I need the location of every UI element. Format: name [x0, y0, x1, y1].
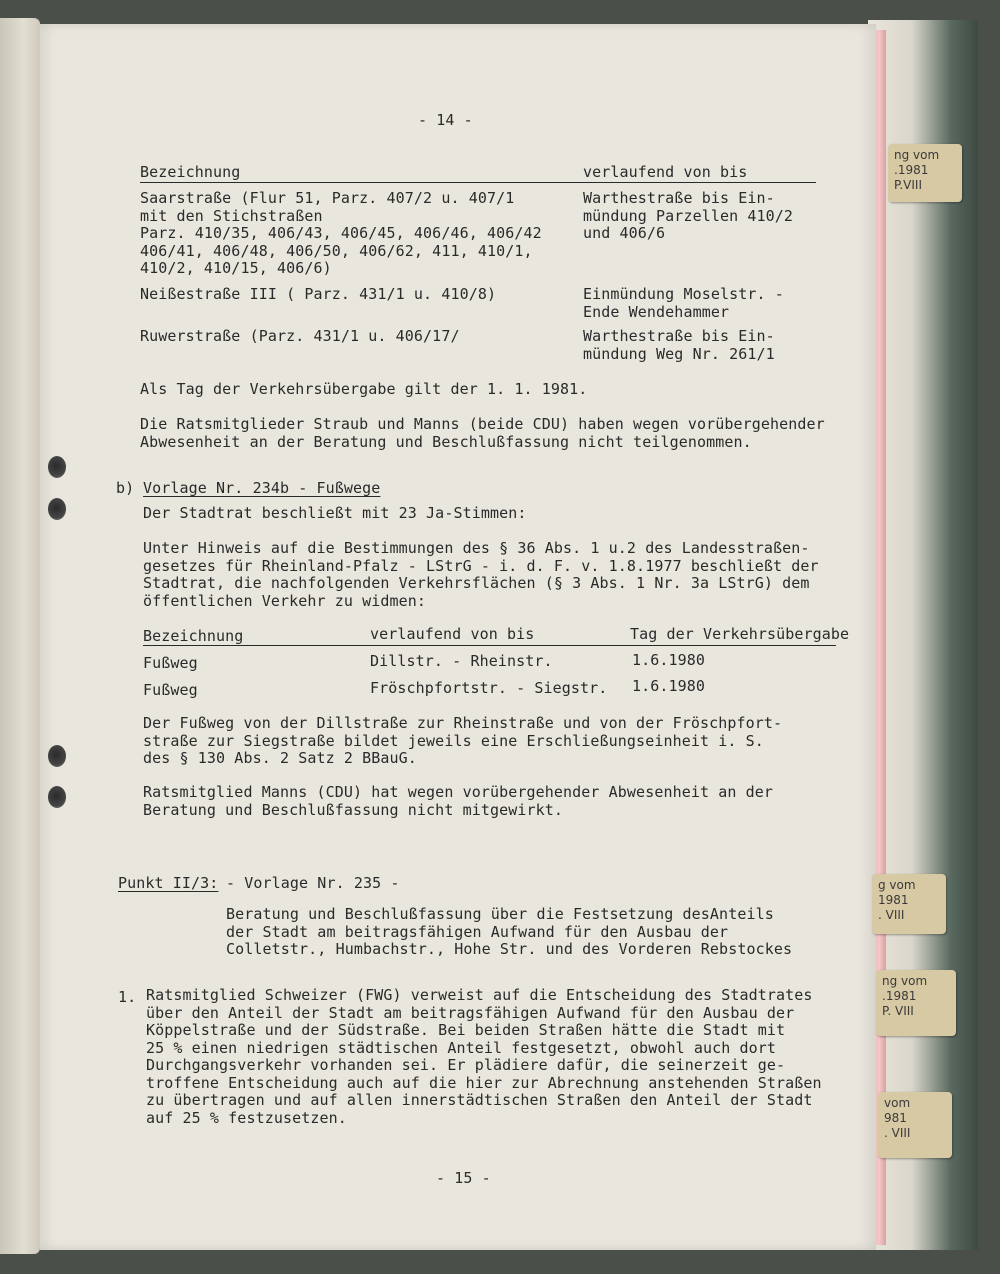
table2-header-rule — [143, 645, 836, 646]
table2-col2-header: verlaufend von bis — [370, 625, 535, 643]
section-b-resolution: Der Stadtrat beschließt mit 23 Ja-Stimmen: — [143, 504, 527, 522]
index-tab-label: g vom 1981 . VIII — [878, 878, 916, 922]
page-number-footer: - 15 - — [436, 1169, 491, 1187]
unit-paragraph: Der Fußweg von der Dillstraße zur Rheinstraße und von der Fröschpfort- straße zur Siegstraße bildet jeweils eine Erschließungseinheit i. S. des § 130 Abs. 2 Satz 2 BBauG. — [143, 714, 783, 767]
index-tab-label: ng vom .1981 P. VIII — [882, 974, 928, 1018]
absence-paragraph-2: Ratsmitglied Manns (CDU) hat wegen vorübergehender Abwesenheit an der Beratung und Beschlußfassung nicht mitgewirkt. — [143, 783, 774, 819]
punkt-vorlage: - Vorlage Nr. 235 - — [226, 874, 400, 892]
index-tab-label: vom 981 . VIII — [884, 1096, 911, 1140]
absence-paragraph-1: Die Ratsmitglieder Straub und Manns (beide CDU) haben wegen vorübergehender Abwesenheit an der Beratung und Beschlußfassung nicht teilgenommen. — [140, 415, 825, 451]
punch-hole — [48, 456, 66, 478]
handover-line: Als Tag der Verkehrsübergabe gilt der 1. 1. 1981. — [140, 380, 588, 398]
table2-row2-name: Fußweg — [143, 681, 198, 699]
punkt-subject: Beratung und Beschlußfassung über die Festsetzung desAnteils der Stadt am beitragsfähigen Aufwand für den Ausbau der Colletstr., Humbachstr., Hohe Str. und des Vorderen Rebstockes — [226, 905, 793, 958]
table1-row1-range: Warthestraße bis Ein- mündung Parzellen 410/2 und 406/6 — [583, 189, 794, 242]
table2-row1-date: 1.6.1980 — [632, 651, 706, 669]
index-tab[interactable] — [878, 1092, 952, 1158]
table1-col1-header: Bezeichnung — [140, 163, 241, 181]
table2-row1-range: Dillstr. - Rheinstr. — [370, 652, 553, 670]
index-tab[interactable] — [888, 144, 962, 202]
page-number-header: - 14 - — [418, 111, 473, 129]
table2-row2-date: 1.6.1980 — [632, 677, 706, 695]
index-tab-label: ng vom .1981 P.VIII — [894, 148, 940, 192]
punch-hole — [48, 786, 66, 808]
table1-row2-range: Einmündung Moselstr. - Ende Wendehammer — [583, 285, 784, 321]
index-tab[interactable] — [876, 970, 956, 1036]
section-b-title: Vorlage Nr. 234b - Fußwege — [143, 479, 381, 497]
section-b-marker: b) — [116, 479, 135, 497]
table1-row3-name: Ruwerstraße (Parz. 431/1 u. 406/17/ — [140, 327, 460, 345]
binder-left-edge — [0, 18, 40, 1254]
item-1-text: Ratsmitglied Schweizer (FWG) verweist auf die Entscheidung des Stadtrates über den Anteil der Stadt am beitragsfähigen Aufwand für den Ausbau der Köppelstraße und der Südstraße. Bei beiden Straßen hätte die Stadt mit 25 % einen niedrigen städtischen Anteil festgesetzt, obwohl auch dort Durchgangsverkehr vorhanden sei. Er plädiere dafür, die seinerzeit ge- troffene Entscheidung auch auf die hier zur Abrechnung anstehenden Straßen zu übertragen und auf allen innerstädtischen Straßen den Anteil der Stadt auf 25 % festzusetzen. — [146, 986, 822, 1127]
punch-hole — [48, 498, 66, 520]
table1-col2-header: verlaufend von bis — [583, 163, 748, 181]
table2-col1-header: Bezeichnung — [143, 627, 244, 645]
item-1-marker: 1. — [118, 988, 137, 1006]
table1-row2-name: Neißestraße III ( Parz. 431/1 u. 410/8) — [140, 285, 497, 303]
table1-row3-range: Warthestraße bis Ein- mündung Weg Nr. 261/1 — [583, 327, 775, 363]
table2-col3-header: Tag der Verkehrsübergabe — [630, 625, 850, 643]
table2-row1-name: Fußweg — [143, 654, 198, 672]
section-b-body: Unter Hinweis auf die Bestimmungen des § 36 Abs. 1 u.2 des Landesstraßen- gesetzes für Rheinland-Pfalz - LStrG - i. d. F. v. 1.8.1977 beschließt der Stadtrat, die nachfolgenden Verkehrsflächen (§ 3 Abs. 1 Nr. 3a LStrG) dem öffentlichen Verkehr zu widmen: — [143, 539, 819, 610]
punkt-label: Punkt II/3: — [118, 874, 219, 892]
index-tab[interactable] — [872, 874, 946, 934]
punch-hole — [48, 745, 66, 767]
table1-header-rule — [140, 182, 816, 183]
table2-row2-range: Fröschpfortstr. - Siegstr. — [370, 679, 608, 697]
table1-row1-name: Saarstraße (Flur 51, Parz. 407/2 u. 407/1 mit den Stichstraßen Parz. 410/35, 406/43, 406/45, 406/46, 406/42 406/41, 406/48, 406/50, 406/62, 411, 410/1, 410/2, 410/15, 406/6) — [140, 189, 542, 277]
